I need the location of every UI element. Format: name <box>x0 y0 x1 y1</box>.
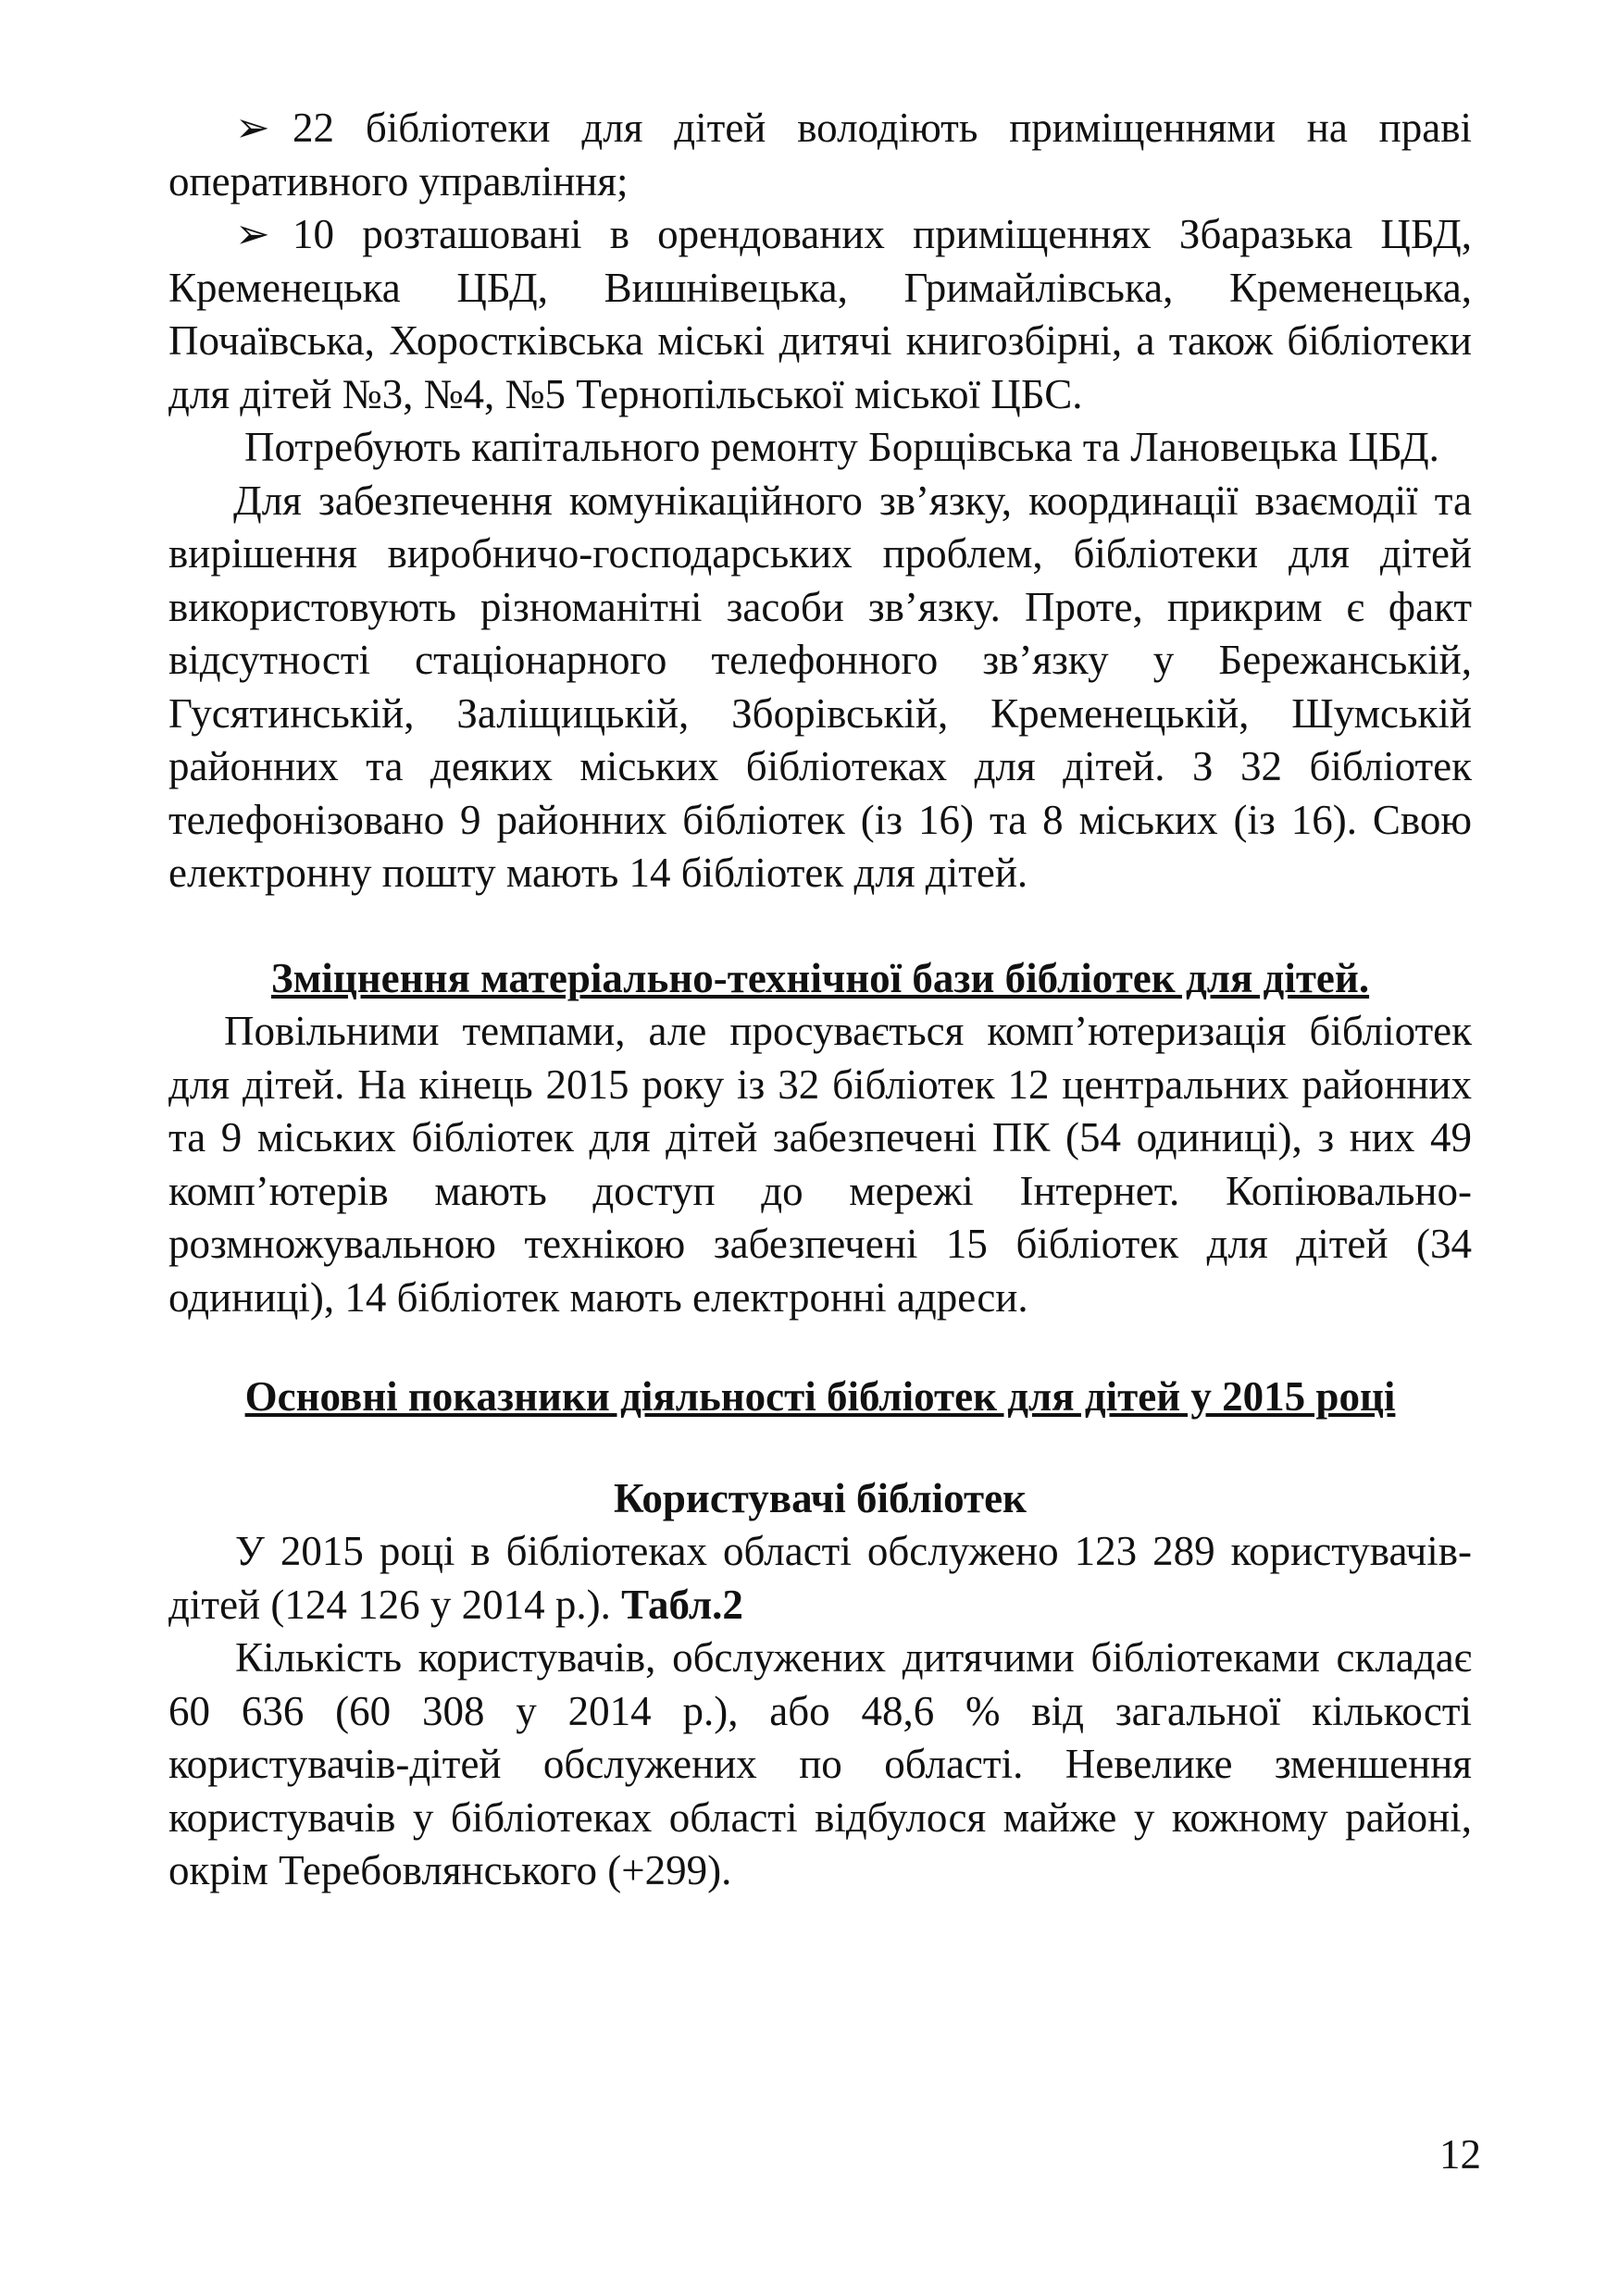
paragraph-users-children-libraries: Кількість користувачів, обслужених дитячими бібліотеками складає 60 636 (60 308 у 2014 р.), або 48,6 % від загальної кількості користувачів-дітей обслужених по області. Невелике зменшення користувачів у бібліотеках області відбулося майже у кожному районі, окрім Теребовлянського (+299). <box>168 1634 1472 1893</box>
paragraph-users-2015 <box>168 1525 1472 1632</box>
table-reference: Табл.2 <box>621 1581 743 1628</box>
paragraph-communication: Для забезпечення комунікаційного зв’язку, координації взаємодії та вирішення виробничо-господарських проблем, бібліотеки для дітей використовують різноманітні засоби зв’язку. Проте, прикрим є факт відсутності стаціонарного телефонного зв’язку у Бережанській, Гусятинській, Заліщицькій, Зборівській, Кременецькій, Шумській районних та деяких міських бібліотеках для дітей. З 32 бібліотек телефонізовано 9 районних бібліотек (із 16) та 8 міських (із 16). Свою електронну пошту мають 14 бібліотек для дітей. <box>168 477 1472 896</box>
document-page <box>168 102 1472 1898</box>
page-number: 12 <box>1439 2131 1481 2178</box>
spacer <box>168 900 1472 952</box>
arrow-bullet-icon: ➢ <box>235 105 270 151</box>
bullet-paragraph-own-premises <box>168 102 1472 208</box>
paragraph-repair: Потребують капітального ремонту Борщівська та Лановецька ЦБД. <box>244 424 1439 470</box>
arrow-bullet-icon: ➢ <box>235 211 270 257</box>
spacer <box>168 1424 1472 1472</box>
bullet-text: 22 бібліотеки для дітей володіють приміщеннями на праві оперативного управління; <box>168 105 1472 205</box>
bullet-text: 10 розташовані в орендованих приміщеннях Збаразька ЦБД, Кременецька ЦБД, Вишнівецька, Гримайлівська, Кременецька, Почаївська, Хоростківська міські дитячі книгозбірні, а також бібліотеки для дітей №3, №4, №5 Тернопільської міської ЦБС. <box>168 211 1472 417</box>
paragraph-computerization: Повільними темпами, але просувається комп’ютеризація бібліотек для дітей. На кінець 2015 року із 32 бібліотек 12 центральних районних та 9 міських бібліотек для дітей забезпечені ПК (54 одиниці), з них 49 комп’ютерів мають доступ до мережі Інтернет. Копіювально-розмножувальною технікою забезпечені 15 бібліотек для дітей (34 одиниці), 14 бібліотек мають електронні адреси. <box>168 1008 1472 1321</box>
heading-main-indicators: Основні показники діяльності бібліотек для дітей у 2015 році <box>244 1373 1396 1420</box>
spacer <box>168 1324 1472 1371</box>
heading-library-users: Користувачі бібліотек <box>613 1474 1027 1521</box>
bullet-paragraph-rented-premises <box>168 208 1472 421</box>
heading-material-base: Зміцнення матеріально-технічної бази бібліотек для дітей. <box>270 954 1370 1001</box>
users-2015-text: У 2015 році в бібліотеках області обслужено 123 289 користувачів-дітей (124 126 у 2014 р.). <box>168 1528 1472 1628</box>
